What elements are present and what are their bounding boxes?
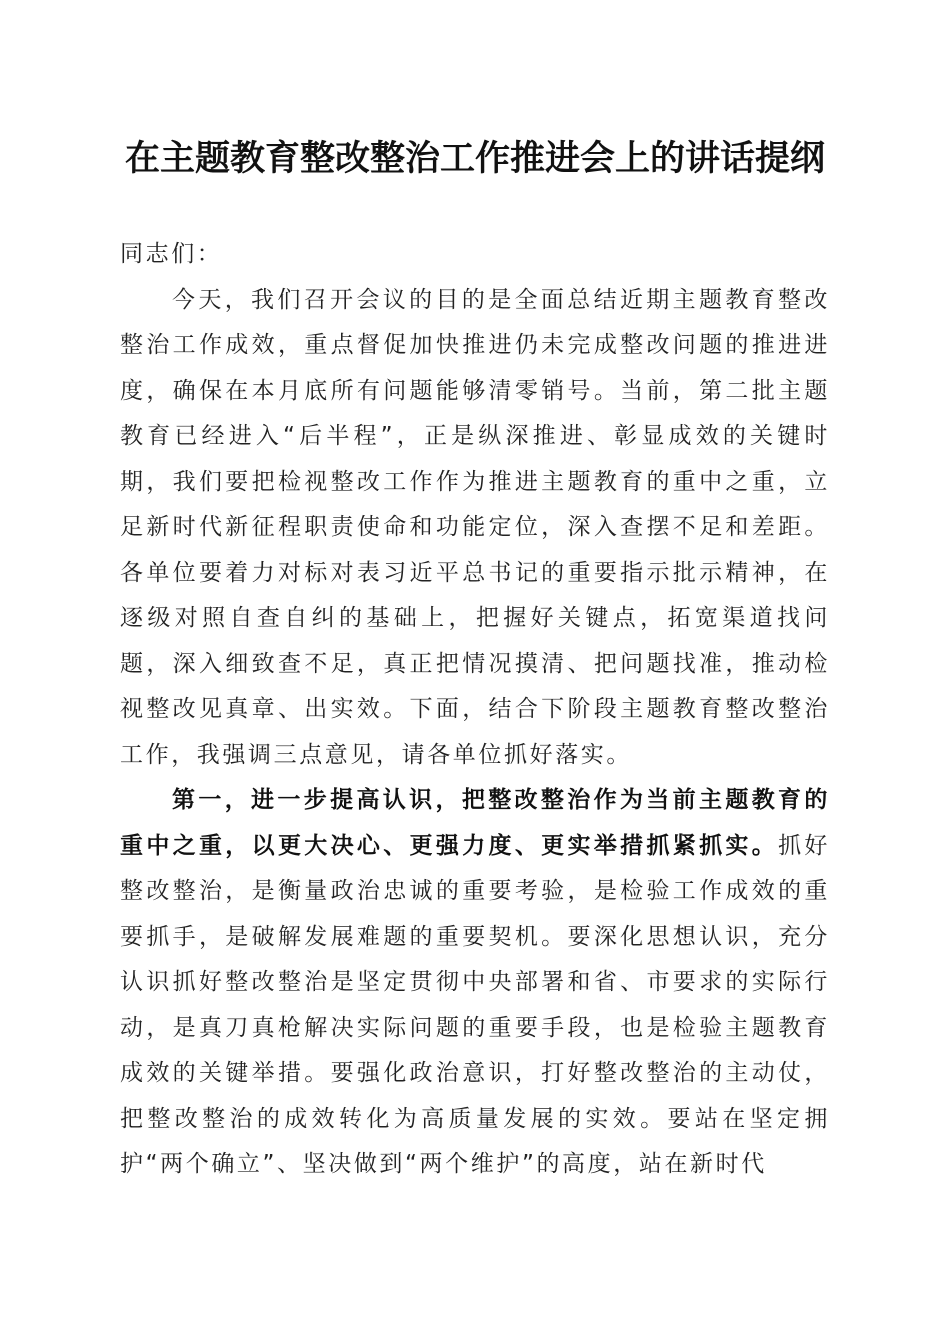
document-title: 在主题教育整改整治工作推进会上的讲话提纲	[124, 138, 825, 179]
paragraph-opening: 今天，我们召开会议的目的是全面总结近期主题教育整改整治工作成效，重点督促加快推进仍未完成整改问题的推进进度，确保在本月底所有问题能够清零销号。当前，第二批主题教育已经进入“后半程”，正是纵深推进、彰显成效的关键时期，我们要把检视整改工作作为推进主题教育的重中之重，立足新时代新征程职责使命和功能定位，深入查摆不足和差距。各单位要着力对标对表习近平总书记的重要指示批示精神，在逐级对照自查自纠的基础上，把握好关键点，拓宽渠道找问题，深入细致查不足，真正把情况摸清、把问题找准，推动检视整改见真章、出实效。下面，结合下阶段主题教育整改整治工作，我强调三点意见，请各单位抓好落实。	[120, 286, 830, 768]
point-one-heading: 第一，进一步提高认识，把整改整治作为当前主题教育的重中之重，以更大决心、更强力度、更实举措抓紧抓实。	[120, 787, 830, 859]
paragraph-point-one	[120, 778, 830, 1188]
salutation: 同志们：	[120, 241, 223, 267]
document-body	[120, 232, 830, 1188]
point-one-body: 抓好整改整治，是衡量政治忠诚的重要考验，是检验工作成效的重要抓手，是破解发展难题的重要契机。要深化思想认识，充分认识抓好整改整治是坚定贯彻中央部署和省、市要求的实际行动，是真刀真枪解决实际问题的重要手段，也是检验主题教育成效的关键举措。要强化政治意识，打好整改整治的主动仗，把整改整治的成效转化为高质量发展的实效。要站在坚定拥护“两个确立”、坚决做到“两个维护”的高度，站在新时代	[120, 832, 831, 1177]
